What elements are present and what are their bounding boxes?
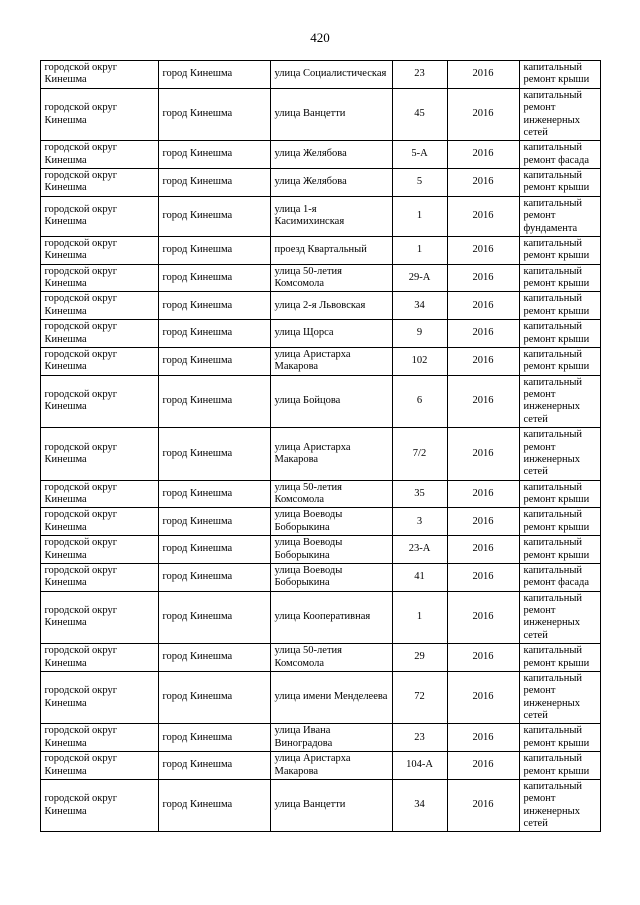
cell-year: 2016 [447,169,519,197]
cell-city: город Кинешма [158,536,270,564]
cell-city: город Кинешма [158,375,270,428]
cell-year: 2016 [447,563,519,591]
cell-work: капитальный ремонт инженерных сетей [519,428,600,481]
table-row [40,292,600,320]
table-row [40,508,600,536]
cell-city: город Кинешма [158,563,270,591]
table-row [40,779,600,832]
cell-street: улица Социалистическая [270,61,392,89]
cell-street: улица Желябова [270,169,392,197]
cell-district: городской округ Кинешма [40,563,158,591]
cell-district: городской округ Кинешма [40,591,158,644]
cell-city: город Кинешма [158,320,270,348]
cell-street: улица Желябова [270,141,392,169]
table-row [40,375,600,428]
cell-street: улица 50-летия Комсомола [270,644,392,672]
cell-district: городской округ Кинешма [40,236,158,264]
table-row [40,536,600,564]
cell-district: городской округ Кинешма [40,671,158,724]
cell-street: улица Аристарха Макарова [270,428,392,481]
cell-city: город Кинешма [158,88,270,141]
cell-city: город Кинешма [158,236,270,264]
cell-street: улица Ванцетти [270,779,392,832]
cell-street: улица Ванцетти [270,88,392,141]
cell-house: 41 [392,563,447,591]
cell-work: капитальный ремонт инженерных сетей [519,375,600,428]
table-row [40,644,600,672]
cell-year: 2016 [447,88,519,141]
cell-district: городской округ Кинешма [40,752,158,780]
cell-street: улица 50-летия Комсомола [270,480,392,508]
cell-district: городской округ Кинешма [40,292,158,320]
cell-street: улица Ивана Виноградова [270,724,392,752]
table-row [40,320,600,348]
cell-house: 1 [392,591,447,644]
cell-year: 2016 [447,591,519,644]
cell-district: городской округ Кинешма [40,320,158,348]
cell-street: улица 1-я Касимихинская [270,196,392,236]
cell-house: 23 [392,61,447,89]
cell-district: городской округ Кинешма [40,196,158,236]
cell-street: улица Воеводы Боборыкина [270,508,392,536]
cell-city: город Кинешма [158,644,270,672]
cell-house: 6 [392,375,447,428]
cell-work: капитальный ремонт инженерных сетей [519,591,600,644]
cell-house: 72 [392,671,447,724]
cell-year: 2016 [447,752,519,780]
cell-city: город Кинешма [158,508,270,536]
cell-work: капитальный ремонт инженерных сетей [519,671,600,724]
cell-work: капитальный ремонт крыши [519,61,600,89]
table-row [40,480,600,508]
cell-city: город Кинешма [158,169,270,197]
table-row [40,671,600,724]
cell-district: городской округ Кинешма [40,779,158,832]
table-row [40,236,600,264]
cell-year: 2016 [447,320,519,348]
cell-street: улица Щорса [270,320,392,348]
cell-work: капитальный ремонт крыши [519,644,600,672]
cell-district: городской округ Кинешма [40,88,158,141]
cell-house: 104-А [392,752,447,780]
cell-house: 5-А [392,141,447,169]
cell-city: город Кинешма [158,141,270,169]
cell-year: 2016 [447,264,519,292]
table-row [40,196,600,236]
cell-house: 34 [392,779,447,832]
cell-house: 45 [392,88,447,141]
cell-house: 7/2 [392,428,447,481]
cell-district: городской округ Кинешма [40,480,158,508]
cell-street: улица Воеводы Боборыкина [270,563,392,591]
cell-city: город Кинешма [158,61,270,89]
cell-house: 9 [392,320,447,348]
cell-district: городской округ Кинешма [40,264,158,292]
cell-work: капитальный ремонт крыши [519,292,600,320]
cell-street: улица имени Менделеева [270,671,392,724]
cell-street: улица 50-летия Комсомола [270,264,392,292]
cell-city: город Кинешма [158,428,270,481]
cell-city: город Кинешма [158,724,270,752]
cell-city: город Кинешма [158,779,270,832]
cell-house: 34 [392,292,447,320]
table-row [40,752,600,780]
cell-house: 23 [392,724,447,752]
cell-year: 2016 [447,236,519,264]
cell-house: 3 [392,508,447,536]
cell-district: городской округ Кинешма [40,347,158,375]
cell-year: 2016 [447,480,519,508]
cell-year: 2016 [447,375,519,428]
cell-year: 2016 [447,536,519,564]
cell-street: улица 2-я Львовская [270,292,392,320]
cell-year: 2016 [447,196,519,236]
table-row [40,264,600,292]
cell-city: город Кинешма [158,671,270,724]
table-row [40,428,600,481]
cell-work: капитальный ремонт инженерных сетей [519,88,600,141]
cell-work: капитальный ремонт фасада [519,563,600,591]
cell-work: капитальный ремонт крыши [519,264,600,292]
cell-house: 23-А [392,536,447,564]
cell-year: 2016 [447,141,519,169]
cell-year: 2016 [447,61,519,89]
cell-street: улица Воеводы Боборыкина [270,536,392,564]
cell-city: город Кинешма [158,292,270,320]
cell-work: капитальный ремонт крыши [519,480,600,508]
cell-district: городской округ Кинешма [40,61,158,89]
table-row [40,591,600,644]
cell-street: улица Аристарха Макарова [270,752,392,780]
cell-street: улица Бойцова [270,375,392,428]
cell-city: город Кинешма [158,752,270,780]
cell-house: 1 [392,196,447,236]
cell-city: город Кинешма [158,264,270,292]
table-row [40,724,600,752]
cell-year: 2016 [447,508,519,536]
cell-district: городской округ Кинешма [40,428,158,481]
cell-work: капитальный ремонт фундамента [519,196,600,236]
cell-year: 2016 [447,724,519,752]
cell-city: город Кинешма [158,480,270,508]
cell-work: капитальный ремонт крыши [519,169,600,197]
cell-year: 2016 [447,428,519,481]
cell-work: капитальный ремонт крыши [519,536,600,564]
cell-house: 102 [392,347,447,375]
table-row [40,141,600,169]
cell-work: капитальный ремонт крыши [519,320,600,348]
cell-city: город Кинешма [158,591,270,644]
cell-district: городской округ Кинешма [40,141,158,169]
table-row [40,169,600,197]
cell-house: 29-А [392,264,447,292]
cell-work: капитальный ремонт крыши [519,752,600,780]
repairs-table [40,60,601,832]
cell-district: городской округ Кинешма [40,508,158,536]
cell-street: улица Аристарха Макарова [270,347,392,375]
cell-district: городской округ Кинешма [40,169,158,197]
cell-district: городской округ Кинешма [40,644,158,672]
cell-work: капитальный ремонт крыши [519,724,600,752]
cell-work: капитальный ремонт инженерных сетей [519,779,600,832]
cell-house: 29 [392,644,447,672]
cell-street: проезд Квартальный [270,236,392,264]
cell-work: капитальный ремонт крыши [519,236,600,264]
cell-work: капитальный ремонт фасада [519,141,600,169]
cell-year: 2016 [447,347,519,375]
table-row [40,563,600,591]
repairs-table-body [40,61,600,832]
cell-city: город Кинешма [158,196,270,236]
table-row [40,61,600,89]
cell-district: городской округ Кинешма [40,536,158,564]
cell-house: 5 [392,169,447,197]
cell-district: городской округ Кинешма [40,375,158,428]
cell-district: городской округ Кинешма [40,724,158,752]
cell-year: 2016 [447,779,519,832]
cell-year: 2016 [447,644,519,672]
cell-year: 2016 [447,292,519,320]
cell-work: капитальный ремонт крыши [519,347,600,375]
cell-house: 1 [392,236,447,264]
cell-house: 35 [392,480,447,508]
cell-street: улица Кооперативная [270,591,392,644]
page-number: 420 [310,30,330,45]
cell-city: город Кинешма [158,347,270,375]
cell-year: 2016 [447,671,519,724]
cell-work: капитальный ремонт крыши [519,508,600,536]
table-row [40,347,600,375]
table-row [40,88,600,141]
